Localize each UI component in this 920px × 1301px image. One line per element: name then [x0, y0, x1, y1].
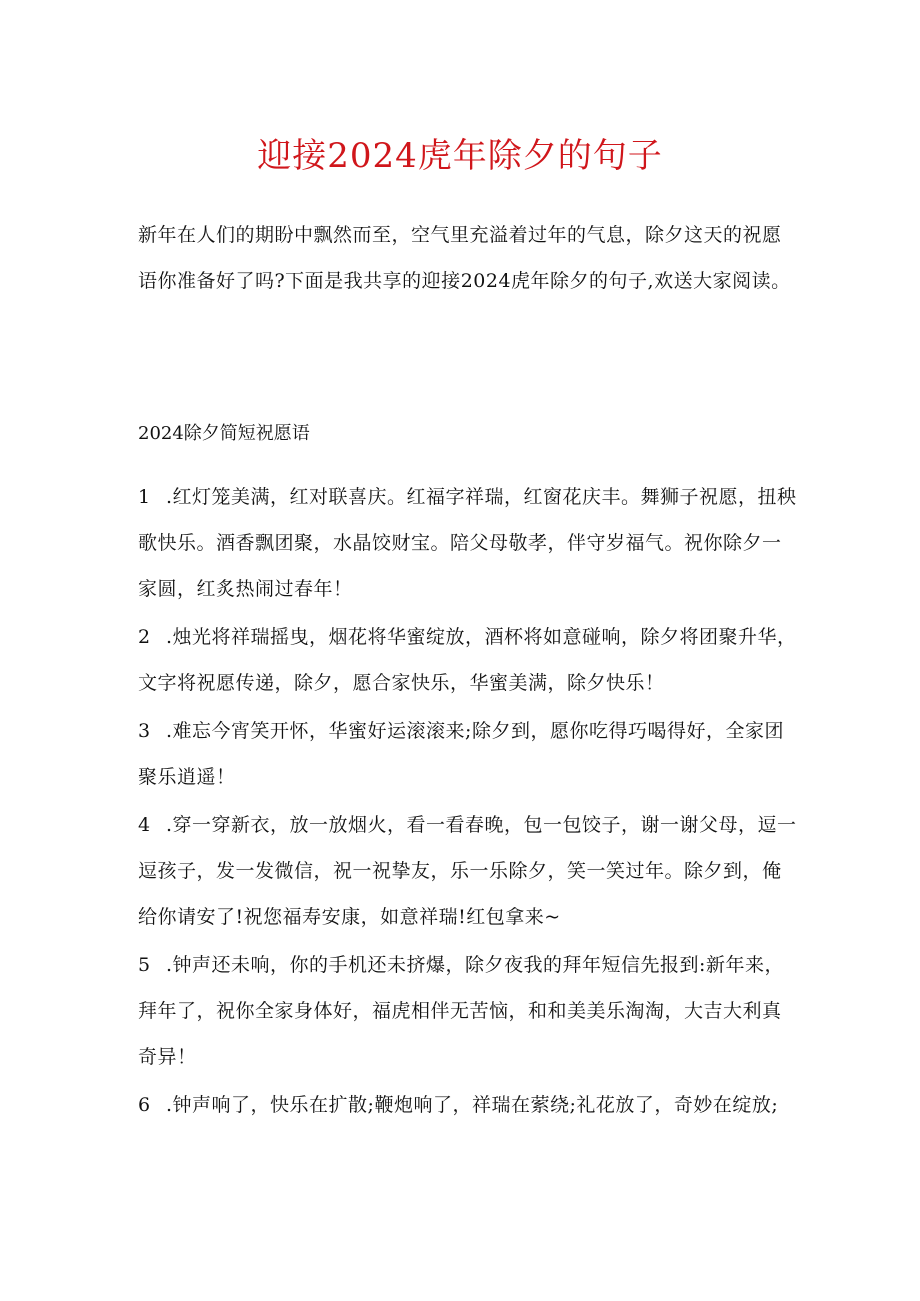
item-text: .烛光将祥瑞摇曳，烟花将华蜜绽放，酒杯将如意碰响，除夕将团聚升华，文字将祝愿传递，除夕，愿合家快乐，华蜜美满，除夕快乐！: [138, 626, 797, 694]
item-text: .钟声还未响，你的手机还未挤爆，除夕夜我的拜年短信先报到:新年来，拜年了，祝你全家身体好，福虎相伴无苦恼，和和美美乐淘淘，大吉大利真奇异！: [138, 954, 784, 1068]
list-item: [138, 942, 798, 1080]
list-item: [138, 474, 798, 612]
list-item: [138, 614, 798, 706]
intro-paragraph: 新年在人们的期盼中飘然而至，空气里充溢着过年的气息，除夕这天的祝愿语你准备好了吗?下面是我共享的迎接2024虎年除夕的句子,欢送大家阅读。: [138, 224, 791, 292]
section-heading: 2024除夕简短祝愿语: [138, 423, 310, 444]
list-item: [138, 708, 798, 800]
item-text: .穿一穿新衣，放一放烟火，看一看春晚，包一包饺子，谢一谢父母，逗一逗孩子，发一发微信，祝一祝挚友，乐一乐除夕，笑一笑过年。除夕到，俺给你请安了!祝您福寿安康，如意祥瑞!红包拿来~: [138, 814, 797, 928]
item-number: 2: [138, 626, 151, 648]
item-number: 1: [138, 486, 151, 508]
list-item: [138, 1082, 798, 1128]
item-number: 5: [138, 954, 151, 976]
item-number: 3: [138, 720, 151, 742]
item-text: .钟声响了，快乐在扩散;鞭炮响了，祥瑞在萦绕;礼花放了，奇妙在绽放;: [166, 1094, 779, 1116]
item-text: .红灯笼美满，红对联喜庆。红福字祥瑞，红窗花庆丰。舞狮子祝愿，扭秧歌快乐。酒香飘团聚，水晶饺财宝。陪父母敬孝，伴守岁福气。祝你除夕一家圆，红炙热闹过春年！: [138, 486, 797, 600]
wish-list: [138, 474, 798, 1130]
item-number: 6: [138, 1094, 151, 1116]
list-item: [138, 802, 798, 940]
document-title: 迎接2024虎年除夕的句子: [257, 136, 663, 176]
item-number: 4: [138, 814, 151, 836]
item-text: .难忘今宵笑开怀，华蜜好运滚滚来;除夕到，愿你吃得巧喝得好，全家团聚乐逍遥！: [138, 720, 784, 788]
